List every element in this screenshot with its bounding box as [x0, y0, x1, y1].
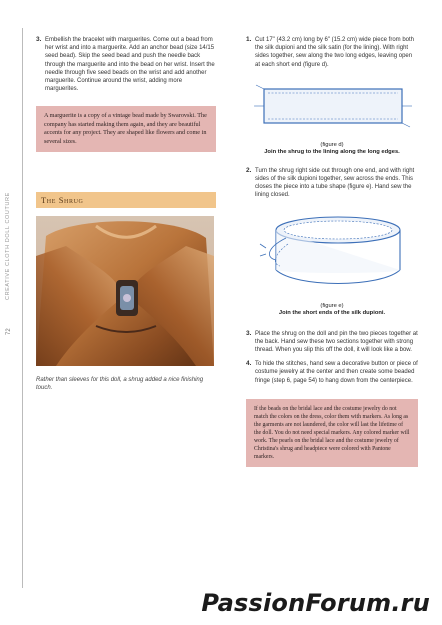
step-text: Embellish the bracelet with marguerites. Come out a bead from her wrist and into a marguerite. Add an anchor bead (size 14/15 seed bead). Skip the seed bead and push the needle back through the marguerite and into the bead on her wrist. Insert the needle through five seed beads on the wrist and add another marguerite. Continue around the wrist, adding more marguerites. [45, 37, 215, 93]
step-text: To hide the stitches, hand sew a decorative button or piece of costume jewelry at the center and then create some beaded fringe (step 6, page 54) to hang down from the centerpiece. [255, 361, 418, 384]
step-number: 2. [246, 166, 252, 174]
right-step-2 [246, 167, 418, 200]
shrug-photo [36, 216, 214, 366]
right-step-3 [246, 330, 418, 355]
photo-caption: Rather than sleeves for this doll, a shrug added a nice finishing touch. [36, 377, 204, 392]
figure-d-label: (figure d) [320, 141, 344, 148]
figure-e-drawing [246, 208, 418, 298]
step-number: 3. [36, 36, 42, 43]
left-column [36, 36, 216, 392]
section-title-the-shrug [36, 192, 216, 208]
shrug-illustration [36, 216, 214, 366]
figure-e [246, 208, 418, 318]
figure-d [246, 81, 418, 157]
step-text: Place the shrug on the doll and pin the two pieces together at the back. Hand sew these two sections together with strong thread. When you slip this off the doll, it will look like a bow. [255, 330, 418, 354]
running-title: CREATIVE CLOTH DOLL COUTURE [5, 192, 11, 300]
watermark: PassionForum.ru [201, 589, 430, 617]
step-text: Cut 17" (43.2 cm) long by 6" (15.2 cm) wide piece from both the silk dupioni and the silk satin (for the lining). With right sides together, sew along the two long edges, leaving open at each short end (figure d). [255, 37, 414, 68]
section-title-text: The Shrug [41, 195, 84, 206]
page-number: 72 [6, 328, 12, 335]
figure-e-label: (figure e) [320, 302, 344, 309]
callout-text: If the beads on the bridal lace and the costume jewelry do not match the colors on the dress, color them with markers. As long as the garments are not laundered, the color will last the lifetime of the doll. You do not need special markers. Any colored marker will work. The pearls on the bridal lace and the costume jewelry of Christina's shrug and headpiece were colored with Pantone markers. [254, 405, 410, 460]
right-step-1 [246, 36, 418, 69]
left-step-3 [36, 36, 216, 93]
step-number: 1. [246, 36, 252, 43]
right-step-4 [246, 360, 418, 385]
marguerite-callout [36, 106, 216, 152]
step-text: Turn the shrug right side out through one end, and with right sides of the silk dupioni together, sew across the ends. This closes the piece into a tube shape (figure e). Hand sew the lining closed. [255, 167, 415, 199]
figure-e-caption: Join the short ends of the silk dupioni. [278, 310, 386, 317]
sidebar-rule [22, 28, 23, 588]
step-number: 3. [246, 329, 252, 337]
figure-d-drawing [246, 81, 418, 137]
step-number: 4. [246, 360, 252, 368]
callout-text: A marguerite is a copy of a vintage bead made by Swarovski. The company has started making them again, and they are beautiful accents for any project. They are shaped like flowers and come in several sizes. [44, 112, 207, 145]
figure-d-caption: Join the shrug to the lining along the long edges. [264, 149, 400, 156]
right-column [246, 36, 418, 467]
marker-tip-callout [246, 399, 418, 467]
